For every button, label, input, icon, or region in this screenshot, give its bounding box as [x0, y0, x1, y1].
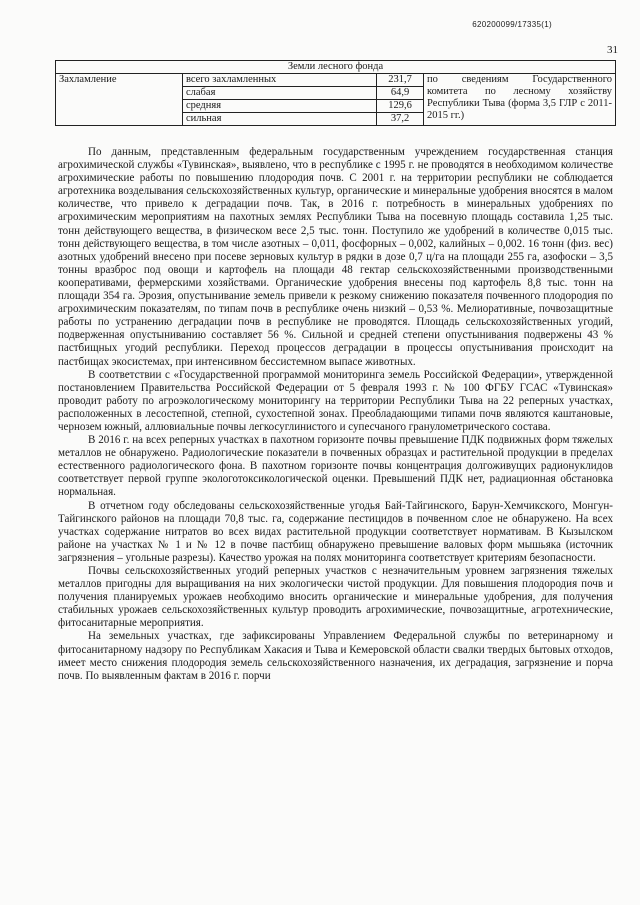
paragraph-recommendations: Почвы сельскохозяйственных угодий реперных участков с незначительным уровнем загрязнения тяжелых металлов пригодны для выращивания на них экологически чистой продукции. Для повышения плодородия почв и получения планируемых урожаев необходимо вносить органические и минеральные удобрения, для получения стабильных урожаев сельскохозяйственных культур проводить агрохимические, почвозащитные, агротехнические, фитосанитарные мероприятия.	[58, 565, 613, 630]
row-label: сильная	[183, 113, 377, 126]
document-id: 620200099/17335(1)	[472, 20, 552, 29]
document-body	[58, 146, 613, 683]
page-number: 31	[607, 44, 618, 56]
row-value: 37,2	[377, 113, 424, 126]
row-value: 129,6	[377, 100, 424, 113]
row-label: средняя	[183, 100, 377, 113]
land-clutter-table	[55, 60, 616, 126]
table-title: Земли лесного фонда	[56, 61, 616, 74]
row-value: 64,9	[377, 87, 424, 100]
paragraph-heavy-metals: В 2016 г. на всех реперных участках в пахотном горизонте почвы превышение ПДК подвижных форм тяжелых металлов не обнаружено. Радиологические показатели в почвенных образцах и растительной продукции в пределах естественного радиологического фона. В пахотном горизонте почвы концентрация долгоживущих радионуклидов соответствует первой группе экологотоксикологической оценки. Превышений ПДК нет, радиационная обстановка нормальная.	[58, 434, 613, 499]
paragraph-pesticides: В отчетном году обследованы сельскохозяйственные угодья Бай-Тайгинского, Барун-Хемчикского, Монгун-Тайгинского районов на площади 70,8 тыс. га, содержание пестицидов в почвенном слое не обнаружено. На всех участках содержание нитратов во всех видах растительной продукции соответствует нормативам. В Кызылском районе на участках № 1 и № 12 в почве пастбищ обнаружено превышение валовых форм мышьяка (источник загрязнения – угольные разрезы). Качество урожая на полях мониторинга соответствует критериям безопасности.	[58, 499, 613, 564]
table-header-row	[56, 61, 616, 74]
table-source: по сведениям Государственного комитета по лесному хозяйству Республики Тыва (форма 3,5 ГЛР с 2011-2015 гг.)	[424, 74, 616, 126]
table-category: Захламление	[56, 74, 183, 126]
paragraph-agrochemistry: По данным, представленным федеральным государственным учреждением государственная станция агрохимической службы «Тувинская», выявлено, что в республике с 1995 г. не проводятся в необходимом количестве агрохимические работы по повышению плодородия почв. С 2001 г. на территории республики не соблюдается агротехника возделывания сельскохозяйственных культур, органические и минеральные удобрения вносятся в малом количестве, что привело к деградации почв. Так, в 2016 г. потребность в минеральных удобрениях по агрохимическим мероприятиям на пахотных землях Республики Тыва на посевную площадь составила 1,25 тыс. тонн действующего вещества, в физическом весе 2,5 тыс. тонн. Поступило же удобрений в количестве 0,015 тыс. тонн действующего вещества, в том числе азотных – 0,011, фосфорных – 0,002, калийных – 0,002. 16 тонн (физ. вес) азотных удобрений внесено при посеве зерновых культур в рядки в дозе 0,7 ц/га на площади 255 га, азофоски – 3,5 тонны вразброс под овощи и картофель на площади 48 гектар сельскохозяйственными производственными кооперативами, фермерскими хозяйствами. Органические удобрения внесены под картофель 8,8 тыс. тонн на площади 354 га. Эрозия, опустынивание земель привели к резкому снижению показателя почвенного плодородия по агрохимическим показателям, по типам почв в республике очень низкий – 0,53 %. Мелиоративные, почвозащитные работы по устранению деградации почв в республике не проводятся. Площадь сельскохозяйственных угодий, подверженная опустыниванию составляет 56 %. Сильной и средней степени опустынивания подвержены 43 % пастбищных угодий республики. Переход процессов деградации в процессы опустынивания происходит на пастбищах экосистемах, при интенсивном бессистемном выпасе животных.	[58, 146, 613, 368]
paragraph-waste-dumps: На земельных участках, где зафиксированы Управлением Федеральной службы по ветеринарному и фитосанитарному надзору по Республикам Хакасия и Тыва и Кемеровской области свалки твердых бытовых отходов, имеет место снижения плодородия земель сельскохозяйственного назначения, их деградация, загрязнение и порча почв. По выявленным фактам в 2016 г. порчи	[58, 630, 613, 682]
row-label: всего захламленных	[183, 74, 377, 87]
paragraph-monitoring-program: В соответствии с «Государственной программой мониторинга земель Российской Федерации», утвержденной постановлением Правительства Российской Федерации от 5 февраля 1993 г. № 100 ФГБУ ГСАС «Тувинская» проводит работу по агроэкологическому мониторингу на территории Республики Тыва на 22 реперных участках, расположенных в лесостепной, степной, сухостепной зонах. Преобладающими типами почв являются каштановые, чернозем южный, аллювиальные почвы легкосуглинистого и супесчаного гранулометрического состава.	[58, 368, 613, 433]
table-row	[56, 74, 616, 87]
row-label: слабая	[183, 87, 377, 100]
row-value: 231,7	[377, 74, 424, 87]
